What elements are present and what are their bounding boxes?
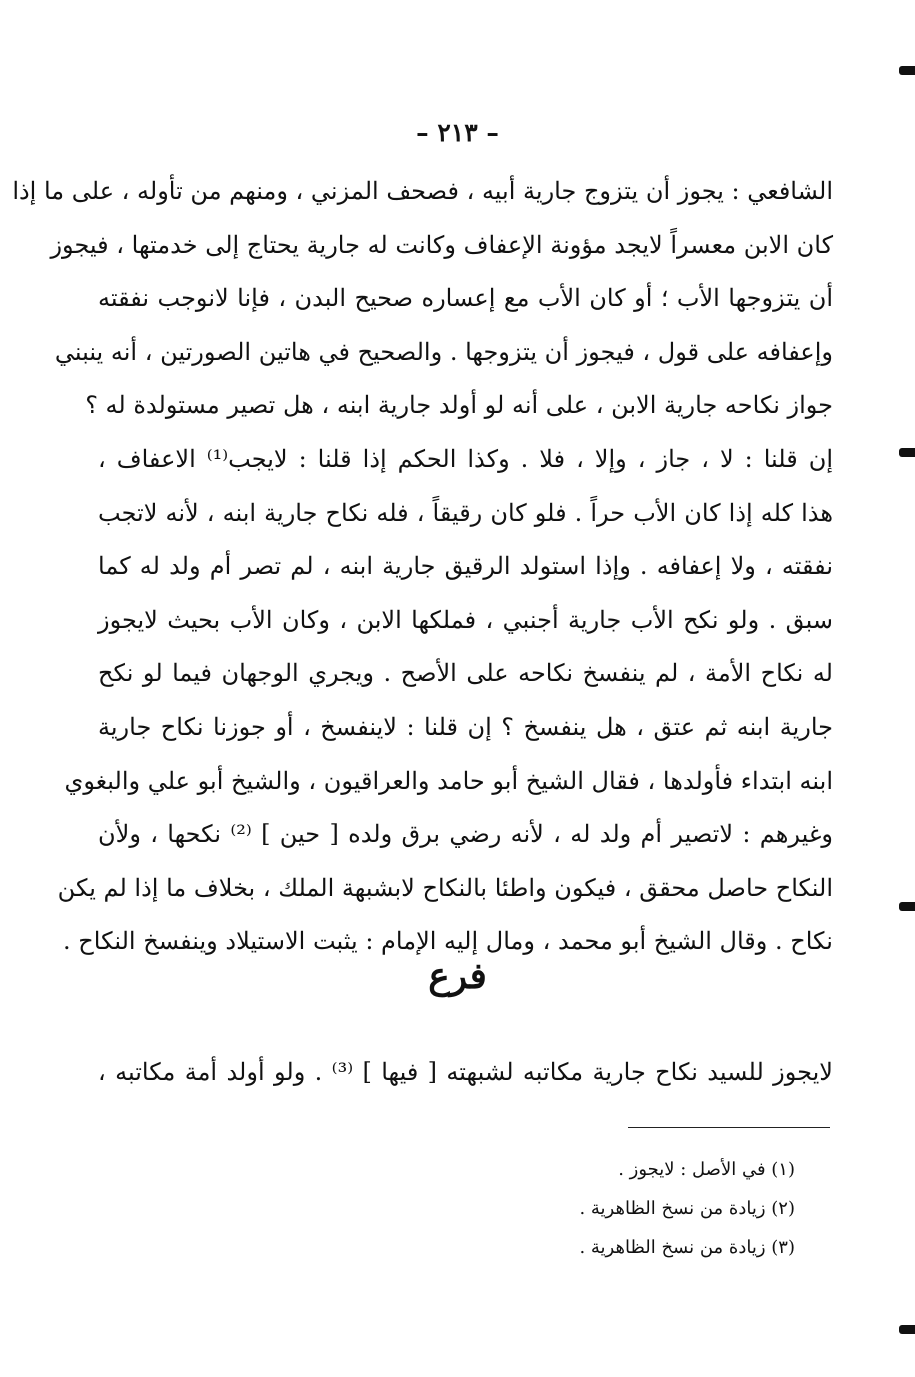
body-line: هذا كله إذا كان الأب حراً . فلو كان رقيقاً ، فله نكاح جارية ابنه ، لأنه لاتجب (98, 498, 833, 527)
body-line: النكاح حاصل محقق ، فيكون واطئا بالنكاح لابشبهة الملك ، بخلاف ما إذا لم يكن (57, 873, 833, 902)
body-line: جارية ابنه ثم عتق ، هل ينفسخ ؟ إن قلنا : لاينفسخ ، أو جوزنا نكاح جارية (98, 712, 833, 741)
body-line: أن يتزوجها الأب ؛ أو كان الأب مع إعساره صحيح البدن ، فإنا لانوجب نفقته (98, 284, 833, 313)
body-line: الشافعي : يجوز أن يتزوج جارية أبيه ، فصحف المزني ، ومنهم من تأوله ، على ما إذا (12, 177, 833, 205)
body-line: إن قلنا : لا ، جاز ، وإلا ، فلا . وكذا الحكم إذا قلنا : لايجب⁽¹⁾ الاعفاف ، (98, 444, 834, 473)
body-line: كان الابن معسراً لايجد مؤونة الإعفاف وكانت له جارية يحتاج إلى خدمتها ، فيجوز (50, 230, 833, 259)
page-edge-mark (899, 448, 915, 457)
page-edge-mark (899, 66, 915, 75)
body-line: سبق . ولو نكح الأب جارية أجنبي ، فملكها الابن ، وكان الأب بحيث لايجوز (98, 605, 833, 634)
footnote-item: (١) في الأصل : لايجوز . (618, 1159, 795, 1180)
footnote-item: (٢) زيادة من نسخ الظاهرية . (579, 1198, 795, 1219)
section-heading: فرع (428, 955, 487, 997)
footnotes (400, 1150, 795, 1267)
page-edge-mark (899, 1325, 915, 1334)
page-number: – ٢١٣ – (416, 118, 499, 147)
footnote-divider (628, 1127, 830, 1128)
footnote-item: (٣) زيادة من نسخ الظاهرية . (579, 1237, 795, 1258)
body-line: نكاح . وقال الشيخ أبو محمد ، ومال إليه الإمام : يثبت الاستيلاد وينفسخ النكاح . (63, 927, 833, 956)
body-line: جواز نكاحه جارية الابن ، على أنه لو أولد جارية ابنه ، هل تصير مستولدة له ؟ (85, 391, 833, 420)
body-line: ابنه ابتداء فأولدها ، فقال الشيخ أبو حامد والعراقيون ، والشيخ أبو علي والبغوي (64, 766, 833, 795)
body-line: وإعفافه على قول ، فيجوز أن يتزوجها . والصحيح في هاتين الصورتين ، أنه ينبني (54, 337, 833, 366)
body-line: وغيرهم : لاتصير أم ولد له ، لأنه رضي برق ولده [ حين ] ⁽²⁾ نكحها ، ولأن (98, 820, 833, 849)
page-edge-mark (899, 902, 915, 911)
main-body-text (12, 165, 834, 969)
section-text: لايجوز للسيد نكاح جارية مكاتبه لشبهته [ فيها ] ⁽³⁾ . ولو أولد أمة مكاتبه ، (98, 1058, 833, 1086)
body-line: نفقته ، ولا إعفافه . وإذا استولد الرقيق جارية ابنه ، لم تصر أم ولد له كما (98, 552, 833, 581)
body-line: له نكاح الأمة ، لم ينفسخ نكاحه على الأصح . ويجري الوجهان فيما لو نكح (98, 659, 833, 688)
